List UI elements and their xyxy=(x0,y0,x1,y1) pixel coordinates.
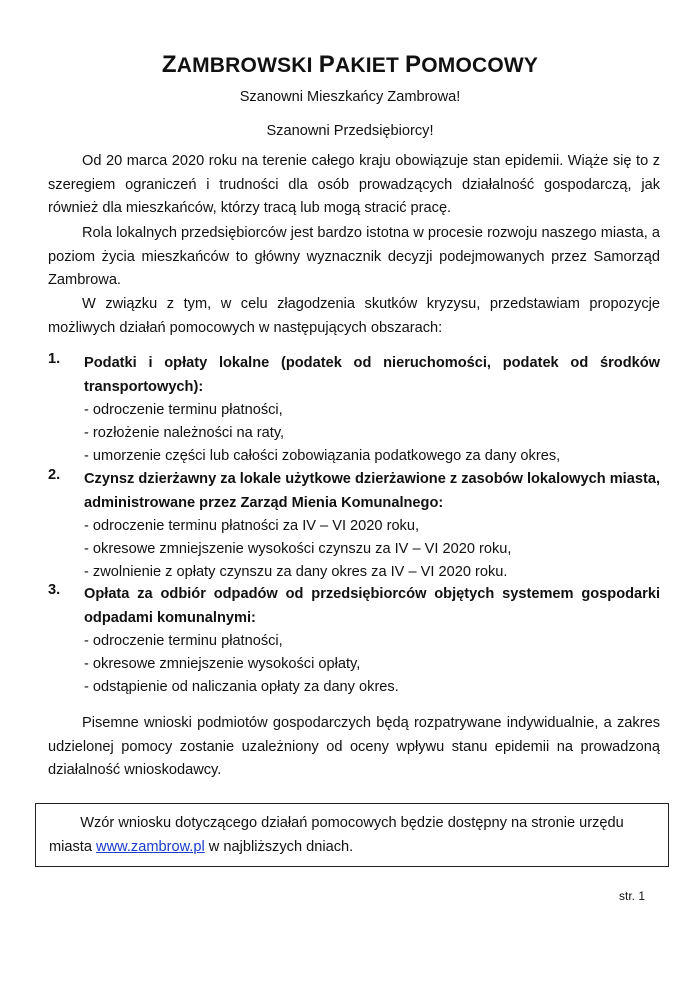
closing-paragraph: Pisemne wnioski podmiotów gospodarczych będą rozpatrywane indywidualnie, a zakres udzielonej pomocy zostanie uzależniony od oceny wpływu stanu epidemii na prowadzoną działalność wnioskodawcy. xyxy=(48,715,660,778)
sub-item: - zwolnienie z opłaty czynszu za dany okres za IV – VI 2020 roku. xyxy=(84,564,508,580)
sub-item: - okresowe zmniejszenie wysokości opłaty, xyxy=(84,656,361,672)
notice-line-1: Wzór wniosku dotyczącego działań pomocowych będzie dostępny na stronie urzędu xyxy=(80,815,624,831)
notice-line-2: miasta www.zambrow.pl w najbliższych dniach. xyxy=(49,839,354,855)
sub-item: - okresowe zmniejszenie wysokości czynszu za IV – VI 2020 roku, xyxy=(84,541,512,557)
sub-item: - umorzenie części lub całości zobowiązania podatkowego za dany okres, xyxy=(84,448,561,464)
intro-paragraph-3: W związku z tym, w celu złagodzenia skutków kryzysu, przedstawiam propozycje możliwych działań pomocowych w następujących obszarach: xyxy=(48,296,660,336)
title-word-1: ZAMBROWSKI xyxy=(161,51,313,78)
item-heading: Podatki i opłaty lokalne (podatek od nieruchomości, podatek od środków transportowych): xyxy=(84,355,660,395)
sub-item: - odroczenie terminu płatności, xyxy=(84,402,283,418)
greeting-entrepreneurs: Szanowni Przedsiębiorcy! xyxy=(266,123,434,139)
item-number: 2. xyxy=(48,467,61,483)
website-link[interactable]: www.zambrow.pl xyxy=(96,839,205,855)
item-number: 1. xyxy=(48,351,61,367)
title-word-3: POMOCOWY xyxy=(405,51,539,78)
sub-item: - rozłożenie należności na raty, xyxy=(84,425,285,441)
item-heading: Opłata za odbiór odpadów od przedsiębiorców objętych systemem gospodarki odpadami komunalnymi: xyxy=(84,586,660,626)
sub-item: - odroczenie terminu płatności za IV – VI 2020 roku, xyxy=(84,518,420,534)
page-title xyxy=(0,51,700,79)
item-heading: Czynsz dzierżawny za lokale użytkowe dzierżawione z zasobów lokalowych miasta, administrowane przez Zarząd Mienia Komunalnego: xyxy=(84,471,660,511)
notice-box xyxy=(35,803,669,867)
sub-item: - odroczenie terminu płatności, xyxy=(84,633,283,649)
greeting-residents: Szanowni Mieszkańcy Zambrowa! xyxy=(239,89,461,105)
intro-paragraph-1: Od 20 marca 2020 roku na terenie całego kraju obowiązuje stan epidemii. Wiąże się to z szeregiem ograniczeń i trudności dla osób prowadzących działalność gospodarczą, jak również dla mieszkańców, którzy tracą lub mogą stracić pracę. xyxy=(48,153,660,216)
title-word-2: PAKIET xyxy=(318,51,399,78)
sub-item: - odstąpienie od naliczania opłaty za dany okres. xyxy=(84,679,399,695)
item-number: 3. xyxy=(48,582,61,598)
intro-paragraph-2: Rola lokalnych przedsiębiorców jest bardzo istotna w procesie rozwoju naszego miasta, a poziom życia mieszkańców to główny wyznacznik decyzji podejmowanych przez Samorząd Zambrowa. xyxy=(48,225,660,288)
page-number: str. 1 xyxy=(618,889,645,903)
